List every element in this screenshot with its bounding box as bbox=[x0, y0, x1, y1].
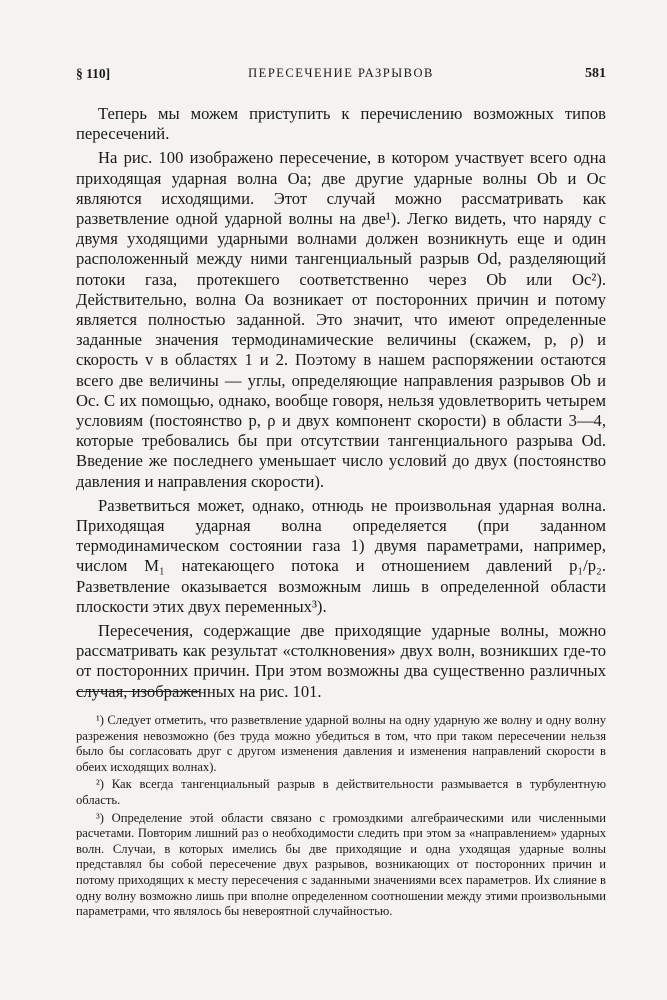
main-text bbox=[76, 104, 606, 706]
footnote: ¹) Следует отметить, что разветвление ударной волны на одну ударную же волну и одну волну разрежения невозможно (без труда можно убедиться в том, что при таком пересечении нельзя было бы согласовать друг с другом изменения давления и изменения направлений скорости в обеих исходящих волнах). bbox=[76, 713, 606, 774]
page-header bbox=[76, 66, 606, 90]
section-number: § 110] bbox=[76, 66, 111, 81]
footnote: ²) Как всегда тангенциальный разрыв в действительности размывается в турбулентную область. bbox=[76, 777, 606, 807]
footnotes bbox=[76, 713, 606, 922]
paragraph: Разветвиться может, однако, отнюдь не произвольная ударная волна. Приходящая ударная волна определяется (при заданном термодинамическом состоянии газа 1) двумя параметрами, например, числом M₁ натекающего потока и отношением давлений p₁/p₂. Разветвление оказывается возможным лишь в определенной области плоскости этих двух переменных³). bbox=[76, 495, 606, 616]
footnote: ³) Определение этой области связано с громоздкими алгебраическими или численными расчетами. Повторим лишний раз о необходимости следить при этом за «направлением» ударных волн. Случаи, в которых имелись бы две приходящие и одна уходящая ударные волны представлял бы собой пересечение двух разрывов, возникающих от посторонних причин и потому приходящих к месту пересечения с заданными значениями всех параметров. Их слияние в одну волну возможно лишь при вполне определенном соотношении между этими произвольными параметрами, что являлось бы невероятной случайностью. bbox=[76, 810, 606, 919]
paragraph: Пересечения, содержащие две приходящие ударные волны, можно рассматривать как результат «столкновения» двух волн, возникших где-то от посторонних причин. При этом возможны два существенно различных случая, изображенных на рис. 101. bbox=[76, 621, 606, 701]
footnote-separator bbox=[76, 691, 200, 692]
paragraph: На рис. 100 изображено пересечение, в котором участвует всего одна приходящая ударная волна Oa; две другие ударные волны Ob и Oc являются исходящими. Этот случай можно рассматривать как разветвление одной ударной волны на две¹). Легко видеть, что наряду с двумя уходящими ударными волнами должен возникнуть еще и один расположенный между ними тангенциальный разрыв Od, разделяющий потоки газа, протекшего соответственно через Ob или Oc²). Действительно, волна Oa возникает от посторонних причин и потому является полностью заданной. Это значит, что имеют определенные заданные значения термодинамические величины (скажем, p, ρ) и скорость v в областях 1 и 2. Поэтому в нашем распоряжении остаются всего две величины — углы, определяющие направления разрывов Ob и Oc. С их помощью, однако, вообще говоря, нельзя удовлетворить четырем условиям (постоянство p, ρ и двух компонент скорости) в области 3—4, которые требовались бы при отсутствии тангенциального разрыва Od. Введение же последнего уменьшает число условий до двух (постоянство давления и направления скорости). bbox=[76, 148, 606, 491]
running-title: ПЕРЕСЕЧЕНИЕ РАЗРЫВОВ bbox=[248, 66, 434, 80]
page-number: 581 bbox=[585, 66, 606, 81]
paragraph: Теперь мы можем приступить к перечислению возможных типов пересечений. bbox=[76, 104, 606, 144]
